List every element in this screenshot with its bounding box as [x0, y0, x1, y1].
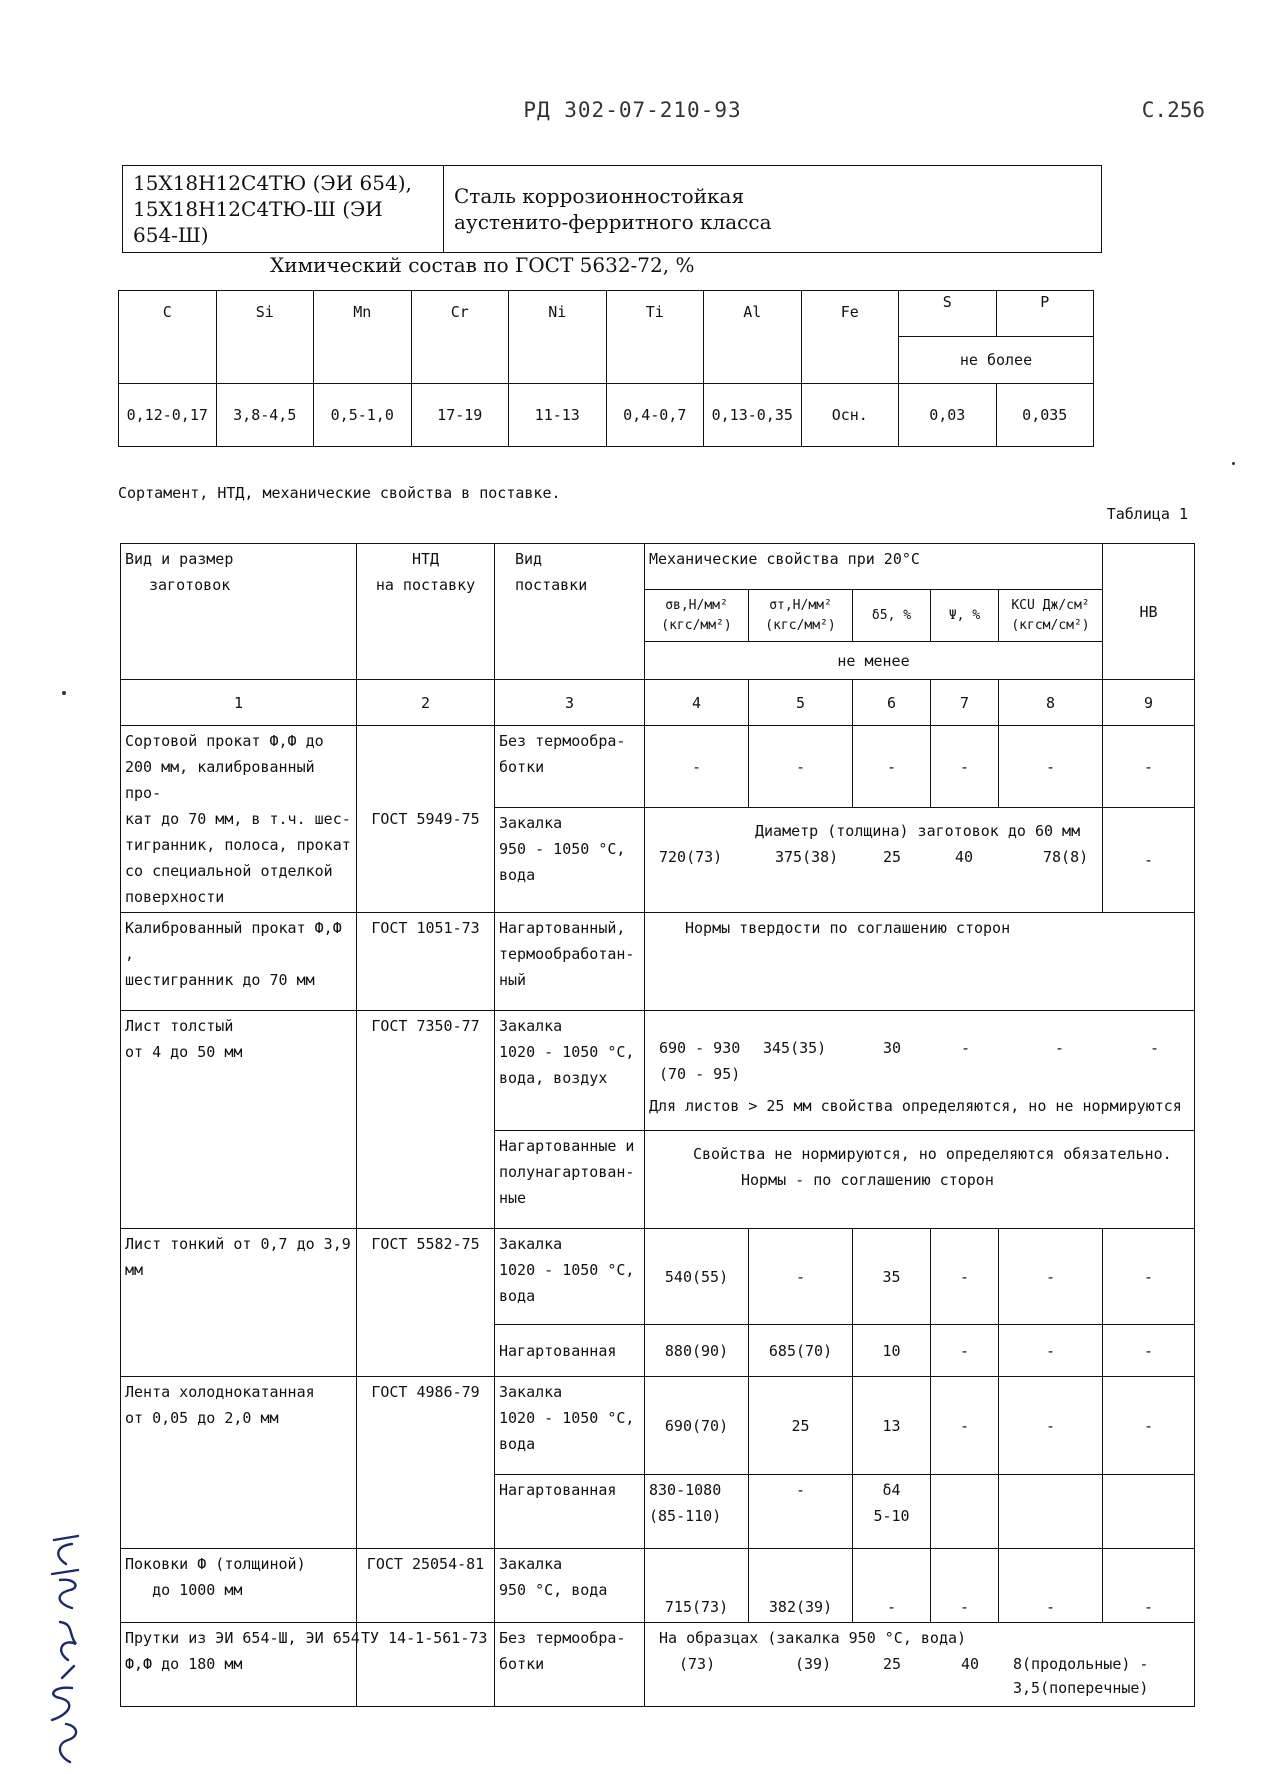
col-number: 7	[931, 680, 999, 726]
value-sigma-t: 345(35)	[763, 1039, 827, 1057]
element-ti: Ti	[606, 291, 704, 384]
col-number: 1	[121, 680, 357, 726]
norms-note: Нормы - по соглашению сторон	[741, 1171, 994, 1189]
form-cell: Калиброванный прокат Ф,Ф , шестигранник до 70 мм	[121, 913, 357, 1011]
value-cell: 13	[853, 1377, 931, 1475]
scan-speck	[1232, 462, 1235, 465]
ntd-cell: ГОСТ 25054-81	[357, 1549, 495, 1623]
value-cell: -	[1103, 1229, 1195, 1325]
grade-description: Сталь коррозионностойкая аустенито-ферритного класса	[444, 166, 1102, 253]
delivery-cell: Нагартованная	[495, 1475, 645, 1549]
value-cell: 10	[853, 1325, 931, 1377]
value-kcu: -	[1055, 1039, 1065, 1057]
document-header	[0, 98, 1265, 128]
value-c: 0,12-0,17	[119, 384, 217, 447]
header-form: Вид и размер заготовок	[121, 544, 357, 680]
value-cell: 25	[749, 1377, 853, 1475]
col-number: 9	[1103, 680, 1195, 726]
header-sigma-t: σт,Н/мм² (кгс/мм²)	[749, 590, 853, 642]
value-cr: 17-19	[411, 384, 509, 447]
value-cell: -	[1103, 1549, 1195, 1623]
element-mn: Mn	[314, 291, 412, 384]
header-psi: Ψ, %	[931, 590, 999, 642]
value-cell: -	[853, 1549, 931, 1623]
ntd-cell: ГОСТ 5949-75	[357, 726, 495, 913]
col-number: 6	[853, 680, 931, 726]
max-note: не более	[899, 337, 1094, 384]
handwritten-note-image	[40, 1530, 90, 1770]
col-number: 5	[749, 680, 853, 726]
element-p: P	[996, 291, 1094, 337]
form-cell: Лента холоднокатанная от 0,05 до 2,0 мм	[121, 1377, 357, 1549]
value-cell: -	[1103, 1325, 1195, 1377]
values-group	[645, 1011, 1195, 1131]
ntd-cell: ГОСТ 7350-77	[357, 1011, 495, 1229]
value-cell: 715(73)	[645, 1549, 749, 1623]
grade-designations: 15Х18Н12С4ТЮ (ЭИ 654), 15Х18Н12С4ТЮ-Ш (ЭИ 654-Ш)	[123, 166, 444, 253]
scan-speck	[62, 691, 66, 695]
value-kcu-long: 8(продольные) -	[1013, 1655, 1149, 1673]
value-cell: -	[645, 726, 749, 808]
value-cell: -	[749, 726, 853, 808]
value-p: 0,035	[996, 384, 1094, 447]
document-code: РД 302-07-210-93	[523, 98, 742, 122]
table-row	[121, 726, 1195, 808]
table-row	[121, 1623, 1195, 1707]
form-cell: Лист толстый от 4 до 50 мм	[121, 1011, 357, 1229]
value-delta5: 25	[883, 848, 902, 867]
value-mn: 0,5-1,0	[314, 384, 412, 447]
value-cell: -	[749, 1475, 853, 1549]
element-al: Al	[704, 291, 802, 384]
value-cell: -	[1103, 726, 1195, 808]
element-si: Si	[216, 291, 314, 384]
header-kcu: KCU Дж/см² (кгсм/см²)	[999, 590, 1103, 642]
value-kcu: 78(8)	[1043, 848, 1089, 867]
element-ni: Ni	[509, 291, 607, 384]
value-al: 0,13-0,35	[704, 384, 802, 447]
element-cr: Cr	[411, 291, 509, 384]
table-number: Таблица 1	[1106, 505, 1188, 523]
table-row	[121, 913, 1195, 1011]
chemical-composition-title: Химический состав по ГОСТ 5632-72, %	[270, 253, 695, 277]
value-cell: -	[931, 726, 999, 808]
value-cell: -	[853, 726, 931, 808]
value-hb: -	[1103, 808, 1195, 913]
value-sigma-t: (39)	[795, 1655, 832, 1673]
form-cell: Прутки из ЭИ 654-Ш, ЭИ 654 Ф,Ф до 180 мм	[121, 1623, 357, 1707]
value-cell: -	[999, 726, 1103, 808]
value-sigma-t: 375(38)	[775, 848, 839, 867]
value-cell	[931, 1475, 999, 1549]
value-delta5: 30	[883, 1039, 902, 1057]
samples-note: На образцах (закалка 950 °С, вода)	[659, 1629, 967, 1647]
value-cell	[1103, 1475, 1195, 1549]
diameter-note: Диаметр (толщина) заготовок до 60 мм	[755, 822, 1081, 841]
table-row	[121, 1229, 1195, 1325]
form-cell: Поковки Ф (толщиной) до 1000 мм	[121, 1549, 357, 1623]
header-mech-props: Механические свойства при 20°С	[645, 544, 1103, 590]
properties-note: Свойства не нормируются, но определяются обязательно.	[693, 1145, 1172, 1163]
value-cell: 685(70)	[749, 1325, 853, 1377]
col-number: 8	[999, 680, 1103, 726]
col-number: 3	[495, 680, 645, 726]
element-fe: Fe	[801, 291, 899, 384]
value-delta5: 25	[883, 1655, 902, 1673]
header-hb: НВ	[1103, 544, 1195, 680]
value-cell	[999, 1475, 1103, 1549]
value-sigma-b: 720(73)	[659, 848, 723, 867]
value-si: 3,8-4,5	[216, 384, 314, 447]
value-cell: -	[999, 1377, 1103, 1475]
value-ti: 0,4-0,7	[606, 384, 704, 447]
delivery-cell: Закалка 1020 - 1050 °С, вода	[495, 1377, 645, 1475]
value-cell: -	[999, 1549, 1103, 1623]
value-kcu-trans: 3,5(поперечные)	[1013, 1679, 1149, 1697]
form-cell: Лист тонкий от 0,7 до 3,9 мм	[121, 1229, 357, 1377]
thick-sheet-note: Для листов > 25 мм свойства определяются, но не нормируются	[649, 1097, 1182, 1115]
element-s: S	[899, 291, 997, 337]
value-cell: -	[1103, 1377, 1195, 1475]
delivery-cell: Закалка 1020 - 1050 °С, вода	[495, 1229, 645, 1325]
value-cell: -	[931, 1229, 999, 1325]
header-delta5: δ5, %	[853, 590, 931, 642]
value-sigma-b: 690 - 930	[659, 1039, 741, 1057]
element-c: C	[119, 291, 217, 384]
column-number-row	[121, 680, 1195, 726]
value-s: 0,03	[899, 384, 997, 447]
value-cell: -	[999, 1229, 1103, 1325]
value-cell: -	[931, 1377, 999, 1475]
value-ni: 11-13	[509, 384, 607, 447]
delivery-cell: Нагартованный, термообработан- ный	[495, 913, 645, 1011]
table-row	[121, 1549, 1195, 1623]
table-row	[121, 1011, 1195, 1131]
steel-grade-box	[122, 165, 1102, 253]
sortament-caption: Сортамент, НТД, механические свойства в поставке.	[118, 484, 561, 502]
value-cell: 540(55)	[645, 1229, 749, 1325]
value-fe: Осн.	[801, 384, 899, 447]
ntd-cell: ГОСТ 5582-75	[357, 1229, 495, 1377]
form-cell: Сортовой прокат Ф,Ф до 200 мм, калиброванный про- кат до 70 мм, в т.ч. шес- тигранник, полоса, прокат со специальной отделкой поверхности	[121, 726, 357, 913]
delivery-cell: Без термообра- ботки	[495, 1623, 645, 1707]
ntd-cell: ГОСТ 4986-79	[357, 1377, 495, 1549]
chemical-composition-table	[118, 290, 1094, 447]
values-group	[645, 808, 1103, 913]
value-cell: 830-1080 (85-110)	[645, 1475, 749, 1549]
handwritten-margin-note	[40, 1530, 90, 1770]
header-not-less: не менее	[645, 642, 1103, 680]
table-row	[121, 1377, 1195, 1475]
value-cell: -	[999, 1325, 1103, 1377]
page-number: С.256	[1141, 98, 1205, 122]
col-number: 4	[645, 680, 749, 726]
ntd-cell: ГОСТ 1051-73	[357, 913, 495, 1011]
value-psi: 40	[961, 1655, 980, 1673]
delivery-cell: Без термообра- ботки	[495, 726, 645, 808]
value-cell: -	[749, 1229, 853, 1325]
value-cell: -	[931, 1325, 999, 1377]
delivery-cell: Нагартованная	[495, 1325, 645, 1377]
delivery-cell: Закалка 950 - 1050 °С, вода	[495, 808, 645, 913]
value-cell: 880(90)	[645, 1325, 749, 1377]
value-sigma-b: (73)	[679, 1655, 716, 1673]
values-group	[645, 1623, 1195, 1707]
delivery-cell: Нагартованные и полунагартован- ные	[495, 1131, 645, 1229]
delivery-cell: Закалка 950 °С, вода	[495, 1549, 645, 1623]
header-delivery: Вид поставки	[495, 544, 645, 680]
header-sigma-b: σв,Н/мм² (кгс/мм²)	[645, 590, 749, 642]
value-psi: 40	[955, 848, 974, 867]
value-cell: δ4 5-10	[853, 1475, 931, 1549]
values-group	[645, 1131, 1195, 1229]
col-number: 2	[357, 680, 495, 726]
value-cell: 382(39)	[749, 1549, 853, 1623]
delivery-cell: Закалка 1020 - 1050 °С, вода, воздух	[495, 1011, 645, 1131]
header-ntd: НТД на поставку	[357, 544, 495, 680]
value-psi: -	[961, 1039, 971, 1057]
value-cell: 690(70)	[645, 1377, 749, 1475]
value-sigma-b-kgs: (70 - 95)	[659, 1065, 741, 1083]
ntd-cell: ТУ 14-1-561-73	[357, 1623, 495, 1707]
mechanical-properties-table	[120, 543, 1195, 1707]
value-hb: -	[1150, 1039, 1160, 1057]
value-cell: -	[931, 1549, 999, 1623]
value-cell: 35	[853, 1229, 931, 1325]
hardness-note: Нормы твердости по соглашению сторон	[645, 913, 1195, 1011]
